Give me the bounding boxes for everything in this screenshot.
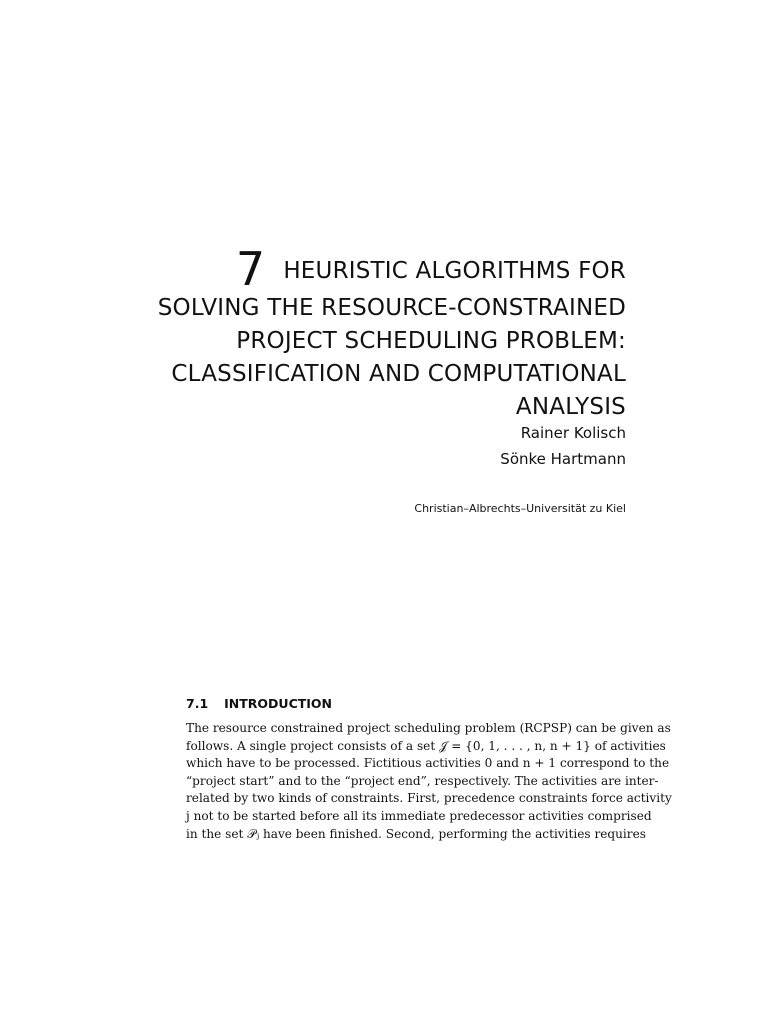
chapter-title-line-4: CLASSIFICATION AND COMPUTATIONAL xyxy=(171,361,626,387)
body-line: which have to be processed. Fictitious activities 0 and n + 1 correspond to the xyxy=(186,756,670,771)
section-title: INTRODUCTION xyxy=(224,696,333,711)
body-line: j not to be started before all its immediate predecessor activities comprised xyxy=(186,808,652,823)
chapter-heading-line xyxy=(150,242,626,296)
body-line: “project start” and to the “project end”, respectively. The activities are inter- xyxy=(186,773,659,788)
section-heading xyxy=(186,696,332,711)
chapter-title-line-2: SOLVING THE RESOURCE-CONSTRAINED xyxy=(157,295,626,321)
affiliation: Christian–Albrechts–Universität zu Kiel xyxy=(414,502,626,515)
chapter-title-line-5: ANALYSIS xyxy=(515,394,626,420)
author-1: Rainer Kolisch xyxy=(520,424,626,442)
chapter-title-line-1: HEURISTIC ALGORITHMS FOR xyxy=(283,258,626,284)
chapter-title-line-3: PROJECT SCHEDULING PROBLEM: xyxy=(236,328,626,354)
body-line: in the set 𝒫ⱼ have been finished. Second, performing the activities requires xyxy=(186,826,646,841)
body-line: follows. A single project consists of a set 𝒥 = {0, 1, . . . , n, n + 1} of activities xyxy=(186,738,666,753)
section-number: 7.1 xyxy=(186,696,209,711)
body-line: related by two kinds of constraints. First, precedence constraints force activity xyxy=(186,791,672,806)
author-2: Sönke Hartmann xyxy=(500,450,626,468)
chapter-number: 7 xyxy=(235,242,266,296)
body-paragraph xyxy=(186,720,672,843)
chapter-title-block xyxy=(150,242,626,424)
body-line: The resource constrained project scheduling problem (RCPSP) can be given as xyxy=(186,721,671,735)
